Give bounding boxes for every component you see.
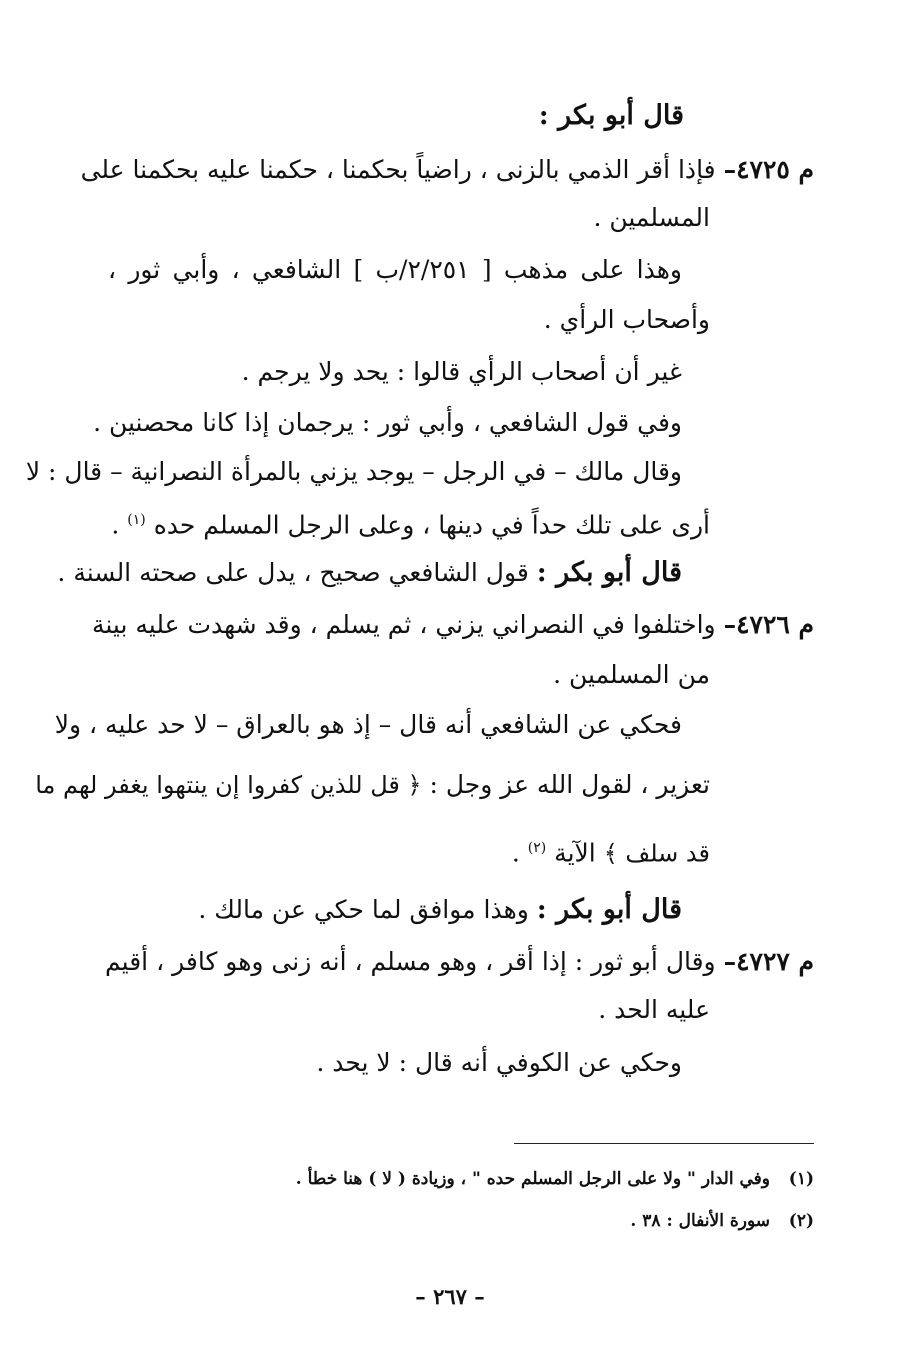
heading-abu-bakr-2: قال أبو بكر : [536, 557, 682, 588]
quran-verse: ﴿ قل للذين كفروا إن ينتهوا يغفر لهم ما [35, 771, 422, 799]
masala-4726-line1 [91, 605, 814, 645]
masala-number-4727: م ٤٧٢٧– [723, 947, 814, 976]
footnote-divider [514, 1143, 814, 1144]
paragraph-ashab-al-ray: غير أن أصحاب الرأي قالوا : يحد ولا يرجم . [241, 357, 682, 386]
footnote-1 [296, 1166, 814, 1192]
footnote-ref-2[interactable]: (٢) [527, 840, 547, 856]
heading-abu-bakr-3-text: وهذا موافق لما حكي عن مالك . [198, 895, 529, 924]
footnote-2 [630, 1208, 814, 1234]
paragraph-shafii-abu-thawr: وفي قول الشافعي ، وأبي ثور : يرجمان إذا كانا محصنين . [93, 408, 682, 437]
masala-number-4726: م ٤٧٢٦– [723, 610, 814, 639]
footnote-1-text: وفي الدار " ولا على الرجل المسلم حده " ، وزيادة ( لا ) هنا خطأ . [295, 1169, 770, 1189]
masala-4725-line2: المسلمين . [593, 203, 710, 232]
masala-4725-line1 [80, 150, 814, 190]
paragraph-shafii-iraq-line1: فحكي عن الشافعي أنه قال – إذ هو بالعراق – لا حد عليه ، ولا [54, 710, 682, 739]
masala-4725-text1: فإذا أقر الذمي بالزنى ، راضياً بحكمنا ، حكمنا عليه بحكمنا على [80, 155, 716, 184]
masala-4726-text1: واختلفوا في النصراني يزني ، ثم يسلم ، وقد شهدت عليه بينة [91, 610, 716, 639]
paragraph-shafii-iraq-line3 [512, 828, 710, 873]
paragraph-shafii-iraq-line2 [35, 765, 710, 805]
heading-abu-bakr-2-text: قول الشافعي صحيح ، يدل على صحته السنة . [57, 558, 529, 587]
footnote-2-text: سورة الأنفال : ٣٨ . [630, 1211, 770, 1231]
masala-4727-line2: عليه الحد . [598, 995, 710, 1024]
footnote-2-number: (٢) [788, 1211, 814, 1231]
masala-number-4725: م ٤٧٢٥– [723, 155, 814, 184]
heading-abu-bakr-2-line [57, 553, 682, 593]
paragraph-shafii-iraq-end: . [511, 838, 520, 868]
heading-abu-bakr-3-line [198, 890, 682, 930]
paragraph-malik-line1: وقال مالك – في الرجل – يوجد يزني بالمرأة النصرانية – قال : لا [25, 457, 682, 486]
paragraph-shafii-iraq-text2: تعزير ، لقول الله عز وجل : [421, 770, 710, 799]
masala-4726-line2: من المسلمين . [553, 660, 710, 689]
footnote-1-number: (١) [788, 1169, 814, 1189]
quran-ayah-label: الآية [554, 838, 596, 868]
paragraph-kufi: وحكي عن الكوفي أنه قال : لا يحد . [316, 1048, 682, 1077]
page-number: – ٢٦٧ – [415, 1284, 485, 1309]
paragraph-malik-line2 [111, 500, 710, 545]
heading-abu-bakr-3: قال أبو بكر : [536, 894, 682, 925]
paragraph-malik-end: . [111, 510, 120, 540]
heading-abu-bakr-1: قال أبو بكر : [538, 100, 684, 131]
masala-4727-line1 [105, 942, 814, 982]
paragraph-malik-text2: أرى على تلك حداً في دينها ، وعلى الرجل المسلم حده [153, 510, 710, 540]
masala-4727-text1: وقال أبو ثور : إذا أقر ، وهو مسلم ، أنه زنى وهو كافر ، أقيم [105, 947, 716, 976]
paragraph-madhhab-line2: وأصحاب الرأي . [543, 305, 710, 334]
paragraph-madhhab-line1: وهذا على مذهب [ ٢/٢٥١/ب ] الشافعي ، وأبي ثور ، [108, 255, 682, 284]
footnote-ref-1[interactable]: (١) [127, 512, 146, 528]
quran-verse-end: قد سلف ﴾ [603, 839, 710, 868]
